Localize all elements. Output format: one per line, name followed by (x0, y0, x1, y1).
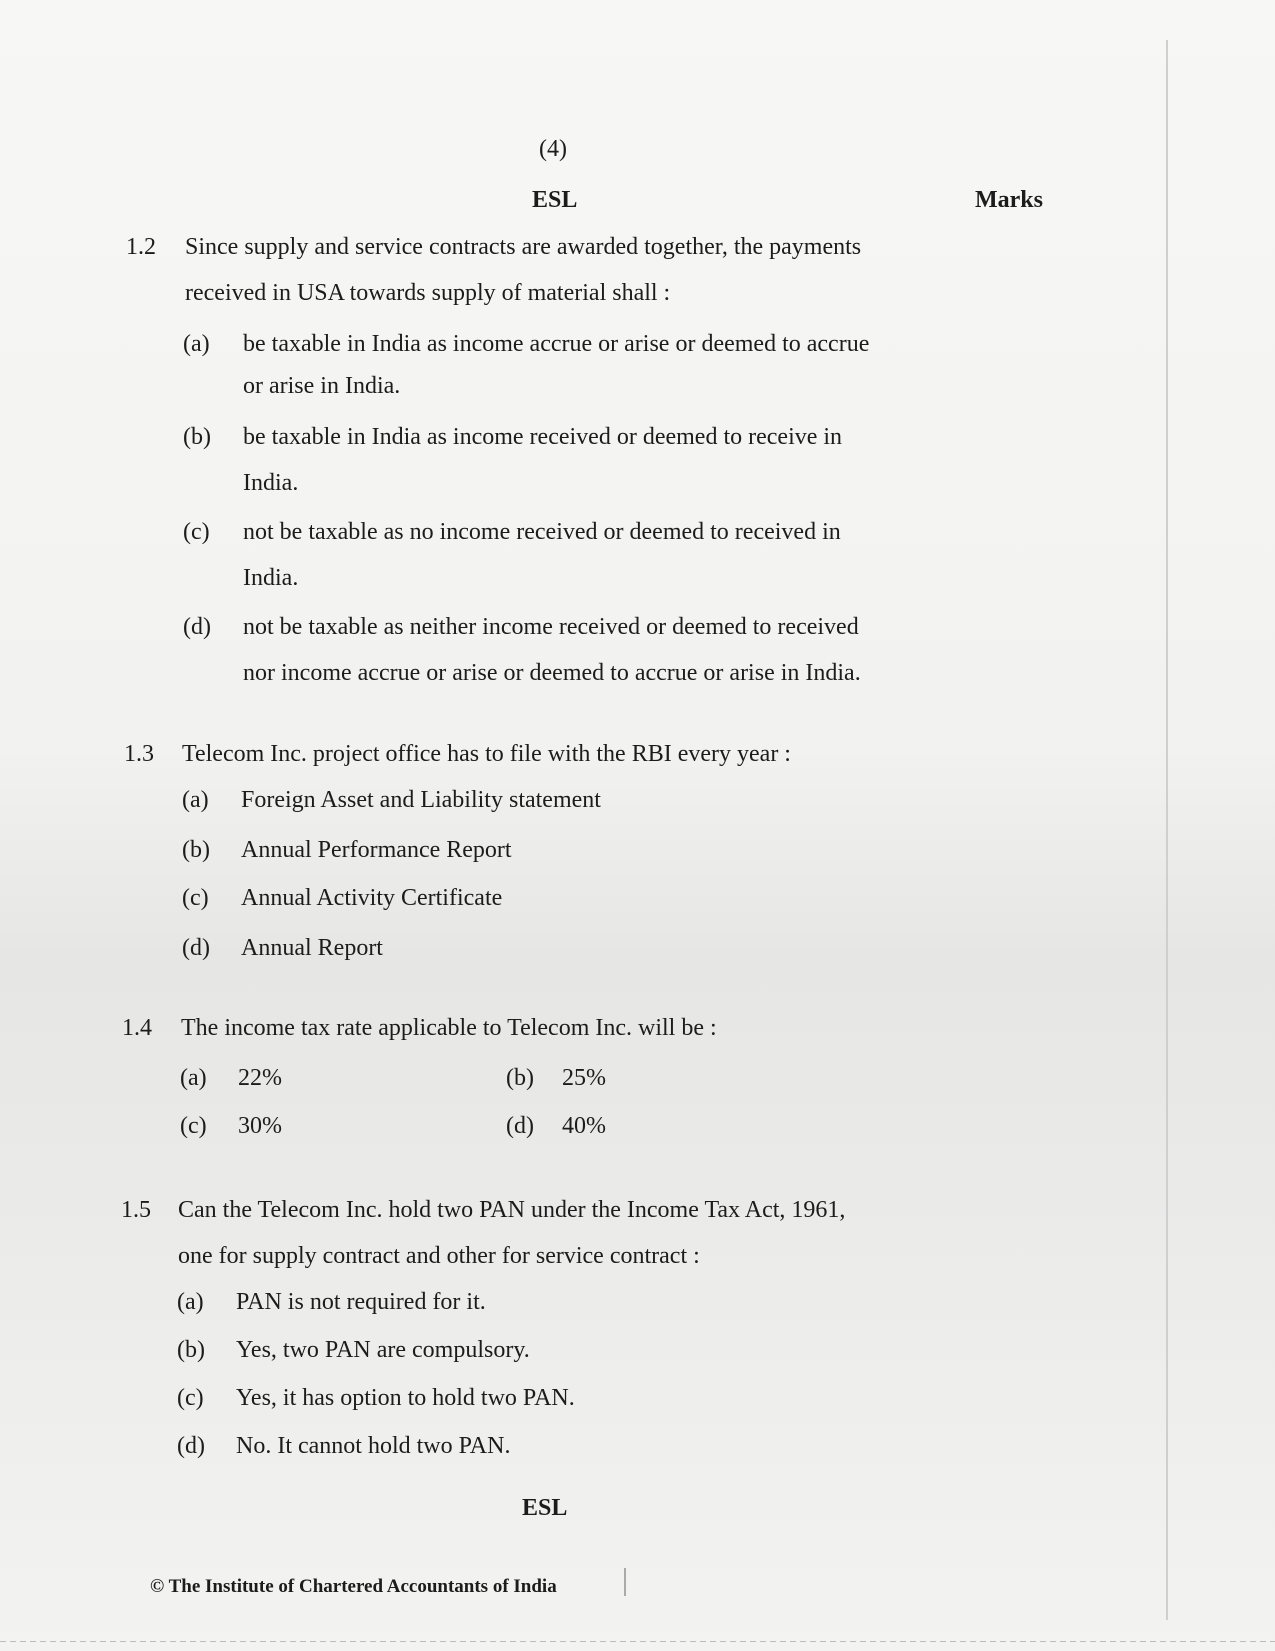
page-number: (4) (539, 136, 567, 162)
option-label: (d) (182, 935, 210, 961)
question-number: 1.5 (121, 1197, 151, 1223)
option-label: (c) (182, 885, 209, 911)
option-text: nor income accrue or arise or deemed to accrue or arise in India. (243, 660, 861, 686)
option-label: (a) (182, 787, 209, 813)
question-stem: received in USA towards supply of material shall : (185, 280, 671, 306)
option-label: (b) (183, 424, 211, 450)
option-label: (b) (182, 837, 210, 863)
option-text: be taxable in India as income accrue or arise or deemed to accrue (243, 331, 870, 357)
question-stem: Since supply and service contracts are awarded together, the payments (185, 234, 862, 260)
option-text: 25% (562, 1065, 606, 1091)
option-text: 30% (238, 1113, 282, 1139)
option-text: not be taxable as no income received or deemed to received in (243, 519, 841, 545)
question-number: 1.3 (124, 741, 154, 767)
option-label: (a) (177, 1289, 204, 1315)
option-label: (d) (506, 1113, 534, 1139)
question-number: 1.2 (126, 234, 156, 260)
option-text: No. It cannot hold two PAN. (236, 1433, 511, 1459)
option-text: not be taxable as neither income received or deemed to received (243, 614, 859, 640)
page-bottom-edge (0, 1641, 1275, 1642)
paper-code-header: ESL (532, 187, 578, 213)
option-text: PAN is not required for it. (236, 1289, 486, 1315)
margin-mark (624, 1568, 626, 1596)
question-stem: one for supply contract and other for service contract : (178, 1243, 700, 1269)
option-text: 40% (562, 1113, 606, 1139)
option-label: (b) (506, 1065, 534, 1091)
option-label: (b) (177, 1337, 205, 1363)
paper-code-footer: ESL (522, 1495, 568, 1521)
question-stem: Telecom Inc. project office has to file with the RBI every year : (182, 741, 791, 767)
option-label: (d) (183, 614, 211, 640)
option-label: (c) (180, 1113, 207, 1139)
option-text: Yes, two PAN are compulsory. (236, 1337, 530, 1363)
option-label: (a) (180, 1065, 207, 1091)
option-text: Annual Performance Report (241, 837, 512, 863)
option-text: or arise in India. (243, 373, 401, 399)
question-stem: Can the Telecom Inc. hold two PAN under the Income Tax Act, 1961, (178, 1197, 846, 1223)
option-text: Yes, it has option to hold two PAN. (236, 1385, 575, 1411)
marks-label: Marks (975, 187, 1043, 213)
page-edge-shadow (1166, 40, 1168, 1620)
option-text: Foreign Asset and Liability statement (241, 787, 601, 813)
question-number: 1.4 (122, 1015, 152, 1041)
copyright-notice: © The Institute of Chartered Accountants of India (150, 1576, 557, 1597)
option-text: 22% (238, 1065, 282, 1091)
option-text: India. (243, 470, 299, 496)
option-label: (c) (177, 1385, 204, 1411)
option-label: (d) (177, 1433, 205, 1459)
option-text: be taxable in India as income received or deemed to receive in (243, 424, 843, 450)
question-stem: The income tax rate applicable to Telecom Inc. will be : (181, 1015, 717, 1041)
option-label: (c) (183, 519, 210, 545)
option-text: India. (243, 565, 299, 591)
option-label: (a) (183, 331, 210, 357)
option-text: Annual Activity Certificate (241, 885, 503, 911)
option-text: Annual Report (241, 935, 383, 961)
